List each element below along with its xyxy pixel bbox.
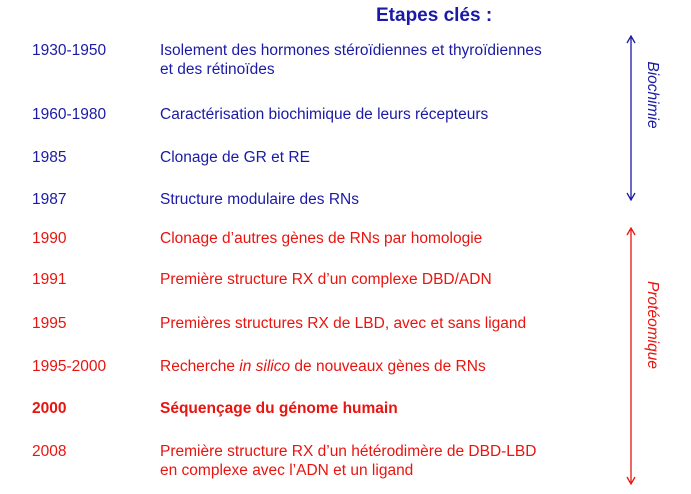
timeline-year: 1930-1950 [32,42,107,59]
description-line: Séquençage du génome humain [160,400,398,417]
description-line: Premières structures RX de LBD, avec et sans ligand [160,315,527,332]
description-line: Première structure RX d’un complexe DBD/ADN [160,271,492,288]
proteomique-arrow [627,228,635,484]
description-line: Clonage d’autres gènes de RNs par homologie [160,230,483,247]
biochimie-arrow [627,36,635,200]
timeline-year: 2008 [32,443,67,460]
description-line: Structure modulaire des RNs [160,191,359,208]
description-line: Caractérisation biochimique de leurs récepteurs [160,106,489,123]
description-line: et des rétinoïdes [160,61,275,78]
timeline-year: 1990 [32,230,67,247]
description-line: Isolement des hormones stéroïdiennes et thyroïdiennes [160,42,542,59]
timeline-year: 1960-1980 [32,106,107,123]
timeline-year: 1995-2000 [32,358,107,375]
timeline-year: 1985 [32,149,67,166]
description-line: en complexe avec l’ADN et un ligand [160,462,414,479]
biochimie-label: Biochimie [644,61,661,129]
description-text: de nouveaux gènes de RNs [290,358,486,375]
timeline-year: 1995 [32,315,67,332]
description-text: Recherche [160,358,240,375]
timeline-year: 2000 [32,400,67,417]
timeline-year: 1991 [32,271,67,288]
proteomique-label: Protéomique [644,281,661,369]
page-title: Etapes clés : [376,5,493,26]
description-line: Clonage de GR et RE [160,149,310,166]
description-line: Première structure RX d’un hétérodimère de DBD-LBD [160,443,537,460]
timeline-year: 1987 [32,191,67,208]
description-emphasis: in silico [239,358,291,375]
